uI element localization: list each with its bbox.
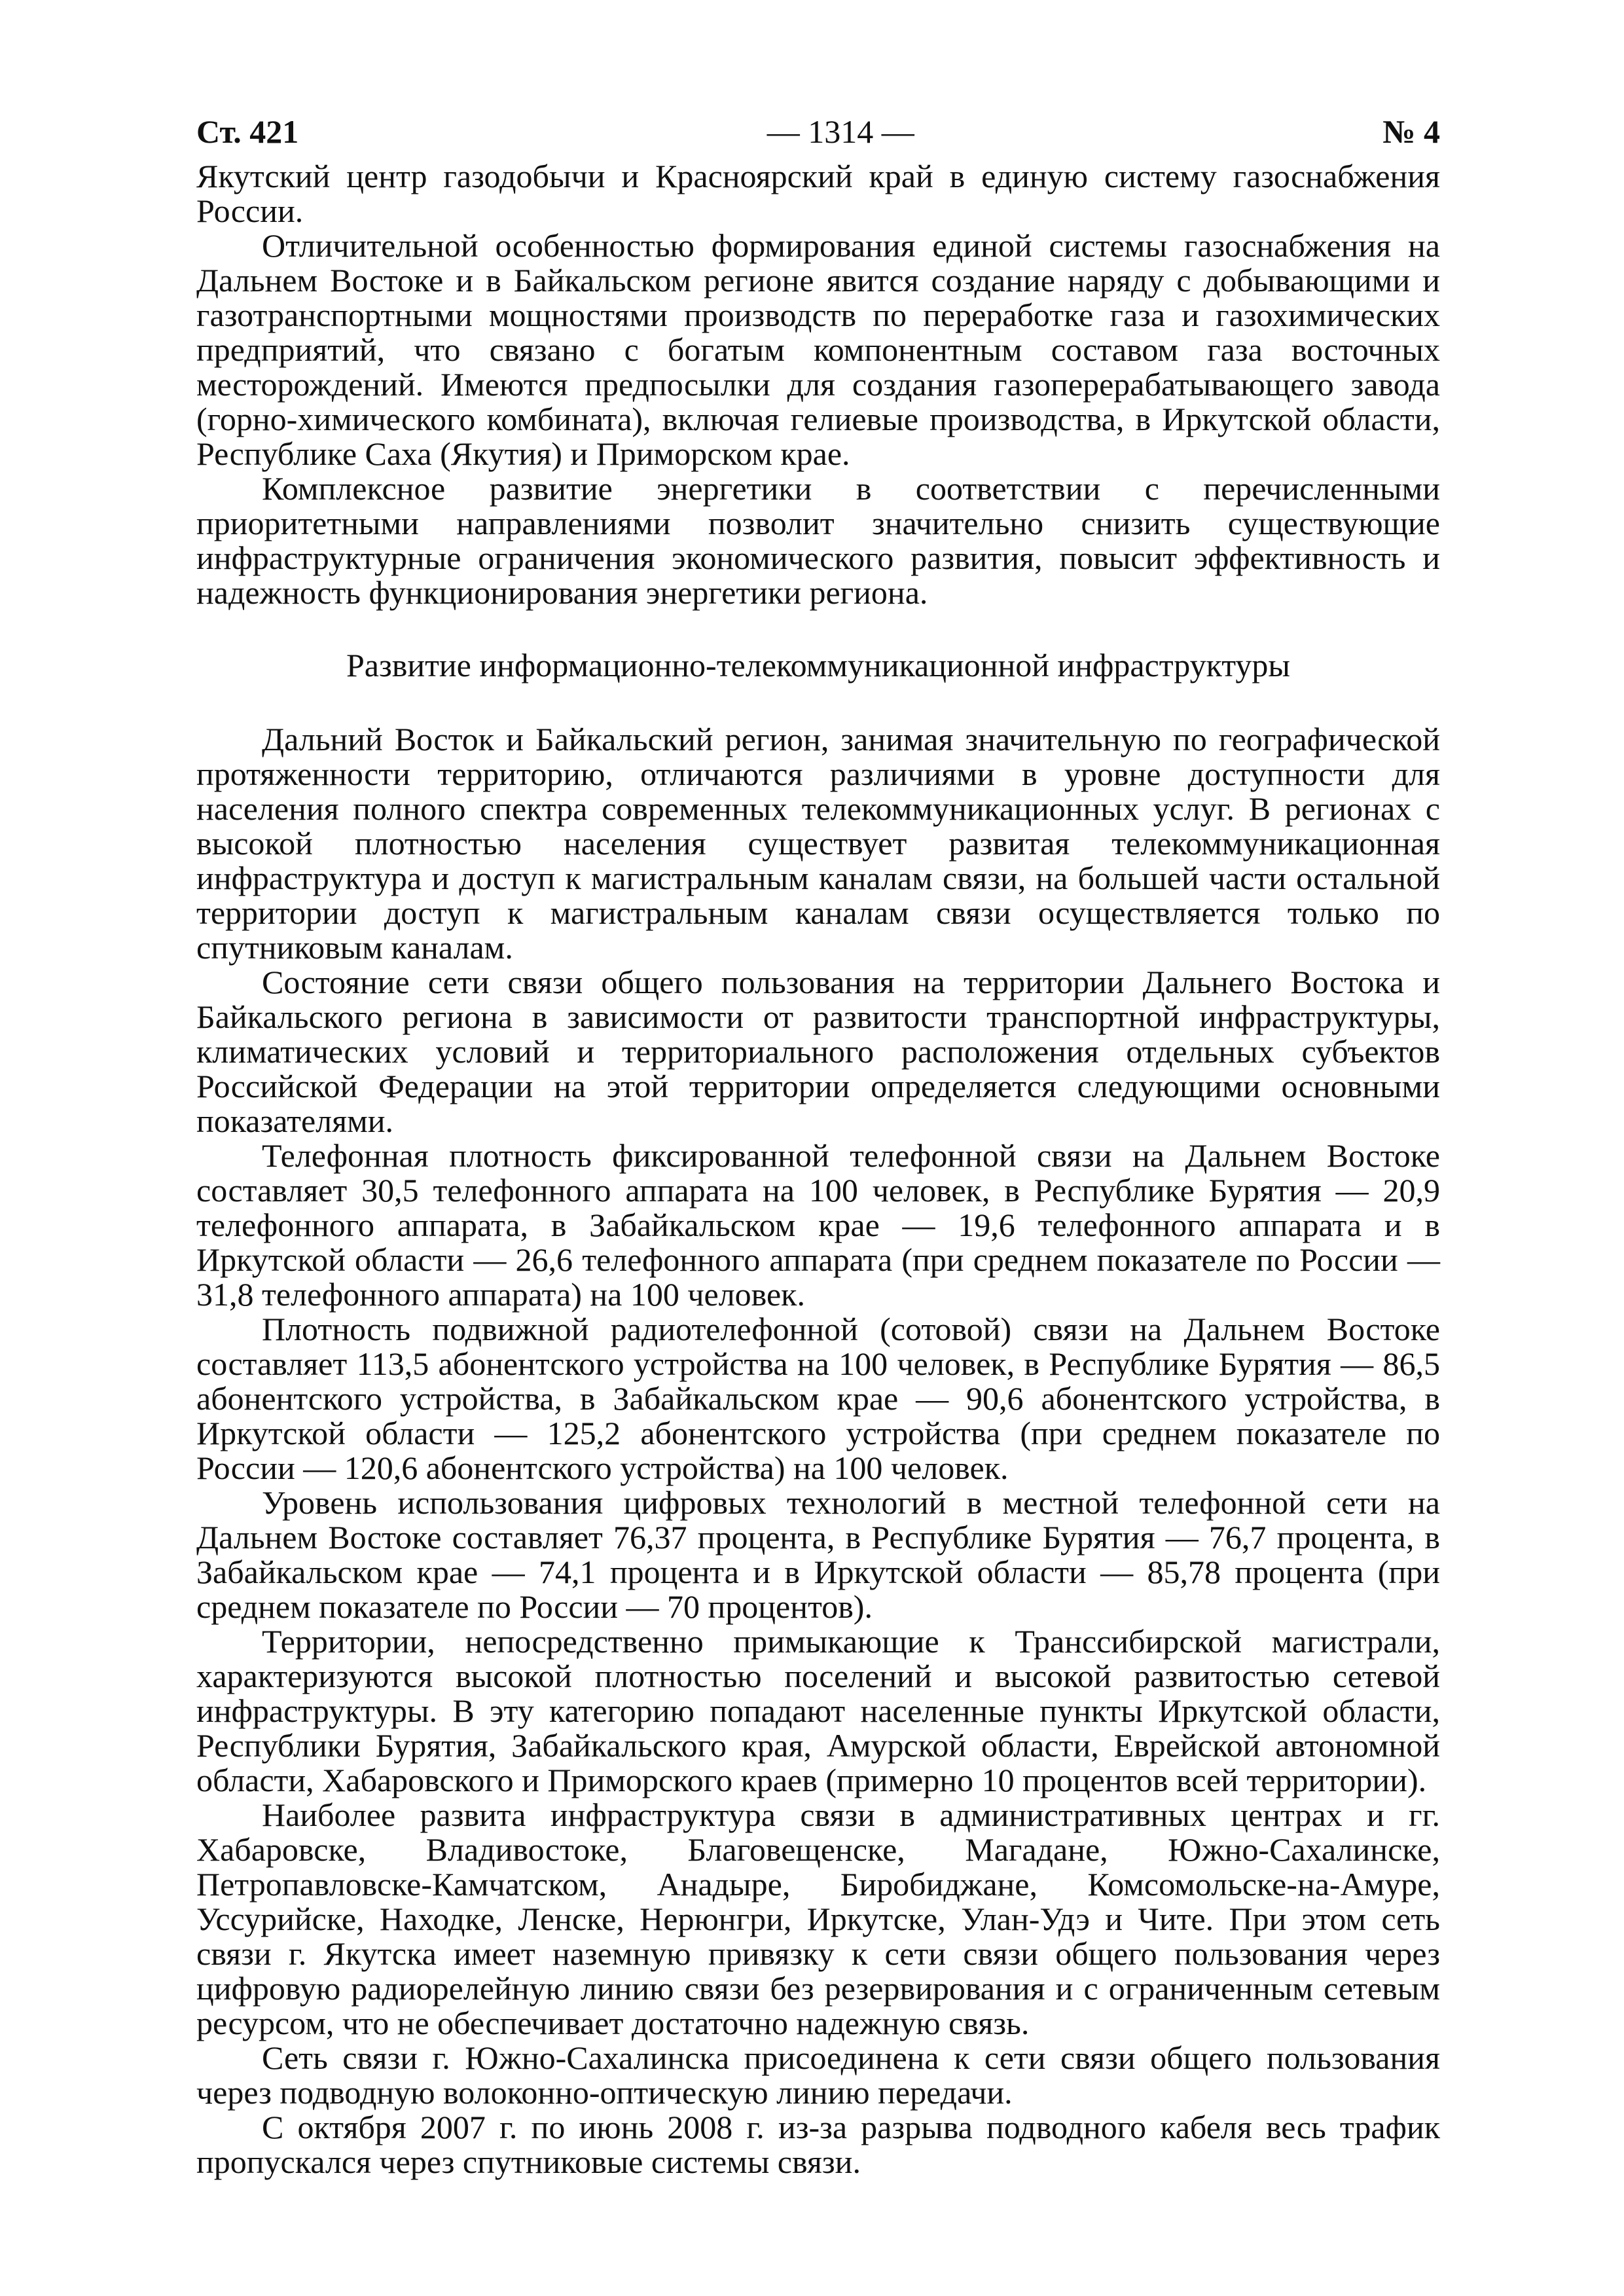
paragraph: Комплексное развитие энергетики в соответствии с перечисленными приоритетными направлениями позволит значительно снизить существующие инфраструктурные ограничения экономического развития, повысит эффективность и надежность функционирования энергетики региона.	[196, 470, 1440, 611]
paragraph: Состояние сети связи общего пользования на территории Дальнего Востока и Байкальского региона в зависимости от развитости транспортной инфраструктуры, климатических условий и территориального расположения отдельных субъектов Российской Федерации на этой территории определяется следующими основными показателями.	[196, 964, 1440, 1139]
article-number: Ст. 421	[196, 113, 299, 150]
paragraph: Телефонная плотность фиксированной телефонной связи на Дальнем Востоке составляет 30,5 телефонного аппарата на 100 человек, в Республике Бурятия — 20,9 телефонного аппарата, в Забайкальском крае — 19,6 телефонного аппарата и в Иркутской области — 26,6 телефонного аппарата (при среднем показателе по России — 31,8 телефонного аппарата) на 100 человек.	[196, 1137, 1440, 1313]
paragraph: Сеть связи г. Южно-Сахалинска присоединена к сети связи общего пользования через подводную волоконно-оптическую линию передачи.	[196, 2039, 1440, 2111]
paragraph: Плотность подвижной радиотелефонной (сотовой) связи на Дальнем Востоке составляет 113,5 абонентского устройства на 100 человек, в Республике Бурятия — 86,5 абонентского устройства, в Забайкальском крае — 90,6 абонентского устройства, в Иркутской области — 125,2 абонентского устройства (при среднем показателе по России — 120,6 абонентского устройства) на 100 человек.	[196, 1311, 1440, 1486]
issue-number: № 4	[1382, 113, 1440, 150]
paragraph: Уровень использования цифровых технологий в местной телефонной сети на Дальнем Востоке составляет 76,37 процента, в Республике Бурятия — 76,7 процента, в Забайкальском крае — 74,1 процента и в Иркутской области — 85,78 процента (при среднем показателе по России — 70 процентов).	[196, 1484, 1440, 1625]
document-page	[196, 115, 1440, 2179]
paragraph: Отличительной особенностью формирования единой системы газоснабжения на Дальнем Востоке и в Байкальском регионе явится создание наряду с добывающими и газотранспортными мощностями производств по переработке газа и газохимических предприятий, что связано с богатым компонентным составом газа восточных месторождений. Имеются предпосылки для создания газоперерабатывающего завода (горно-химического комбината), включая гелиевые производства, в Иркутской области, Республике Саха (Якутия) и Приморском крае.	[196, 227, 1440, 472]
page-number: — 1314 —	[767, 113, 914, 150]
paragraph: С октября 2007 г. по июнь 2008 г. из-за разрыва подводного кабеля весь трафик пропускался через спутниковые системы связи.	[196, 2109, 1440, 2180]
paragraph: Якутский центр газодобычи и Красноярский край в единую систему газоснабжения России.	[196, 158, 1440, 229]
page-header	[196, 115, 1440, 159]
paragraph: Территории, непосредственно примыкающие к Транссибирской магистрали, характеризуются высокой плотностью поселений и высокой развитостью сетевой инфраструктуры. В эту категорию попадают населенные пункты Иркутской области, Республики Бурятия, Забайкальского края, Амурской области, Еврейской автономной области, Хабаровского и Приморского краев (примерно 10 процентов всей территории).	[196, 1623, 1440, 1798]
paragraph: Дальний Восток и Байкальский регион, занимая значительную по географической протяженности территорию, отличаются различиями в уровне доступности для населения полного спектра современных телекоммуникационных услуг. В регионах с высокой плотностью населения существует развитая телекоммуникационная инфраструктура и доступ к магистральным каналам связи, на большей части остальной территории доступ к магистральным каналам связи осуществляется только по спутниковым каналам.	[196, 721, 1440, 966]
document-body	[196, 159, 1440, 2179]
section-heading: Развитие информационно-телекоммуникационной инфраструктуры	[346, 647, 1291, 683]
paragraph: Наиболее развита инфраструктура связи в административных центрах и гг. Хабаровске, Владивостоке, Благовещенске, Магадане, Южно-Сахалинске, Петропавловске-Камчатском, Анадыре, Биробиджане, Комсомольске-на-Амуре, Уссурийске, Находке, Ленске, Нерюнгри, Иркутске, Улан-Удэ и Чите. При этом сеть связи г. Якутска имеет наземную привязку к сети связи общего пользования через цифровую радиорелейную линию связи без резервирования и с ограниченным сетевым ресурсом, что не обеспечивает достаточно надежную связь.	[196, 1796, 1440, 2041]
